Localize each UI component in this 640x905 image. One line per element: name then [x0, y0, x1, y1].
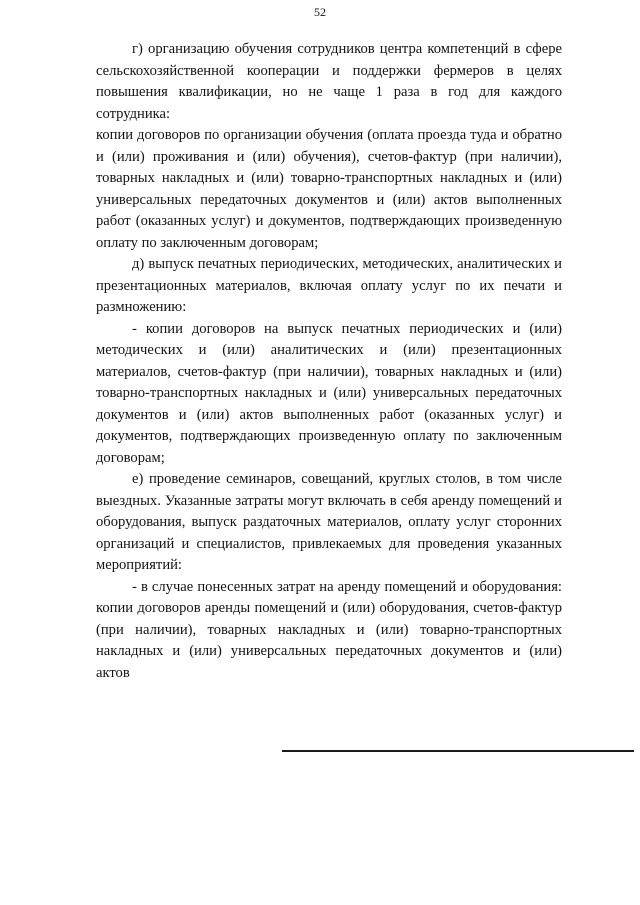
paragraph-training-documents: копии договоров по организации обучения (оплата проезда туда и обратно и (или) проживания и (или) обучения), счетов-фактур (при наличии), товарных накладных и (или) товарно-транспортных накладных и (или) универсальных передаточных документов и (или) актов выполненных работ (оказанных услуг) и документов, подтверждающих произведенную оплату по заключенным договорам; — [96, 127, 562, 251]
paragraph-rental-documents: - в случае понесенных затрат на аренду помещений и оборудования: копии договоров аренды помещений и (или) оборудования, счетов-фактур (при наличии), товарных накладных и (или) товарно-транспортных накладных и (или) универсальных передаточных документов и (или) актов — [96, 578, 562, 681]
paragraph-d-publications: д) выпуск печатных периодических, методических, аналитических и презентационных материалов, включая оплату услуг по их печати и размножению: — [96, 256, 562, 315]
paragraph-e-seminars: е) проведение семинаров, совещаний, круглых столов, в том числе выездных. Указанные затраты могут включать в себя аренду помещений и оборудования, выпуск раздаточных материалов, оплату услуг сторонних организаций и специалистов, привлекаемых для проведения указанных мероприятий: — [96, 471, 562, 573]
document-body — [96, 39, 562, 684]
paragraph-g-training: г) организацию обучения сотрудников центра компетенций в сфере сельскохозяйственной кооперации и поддержки фермеров в целях повышения квалификации, но не чаще 1 раза в год для каждого сотрудника: — [96, 41, 562, 122]
footer-divider — [282, 750, 634, 752]
page-number: 52 — [314, 5, 326, 19]
paragraph-publication-documents: - копии договоров на выпуск печатных периодических и (или) методических и (или) аналитических и (или) презентационных материалов, счетов-фактур (при наличии), товарных накладных и (или) товарно-транспортных накладных и (или) универсальных передаточных документов и (или) актов выполненных работ (оказанных услуг) и документов, подтверждающих произведенную оплату по заключенным договорам; — [96, 320, 562, 466]
